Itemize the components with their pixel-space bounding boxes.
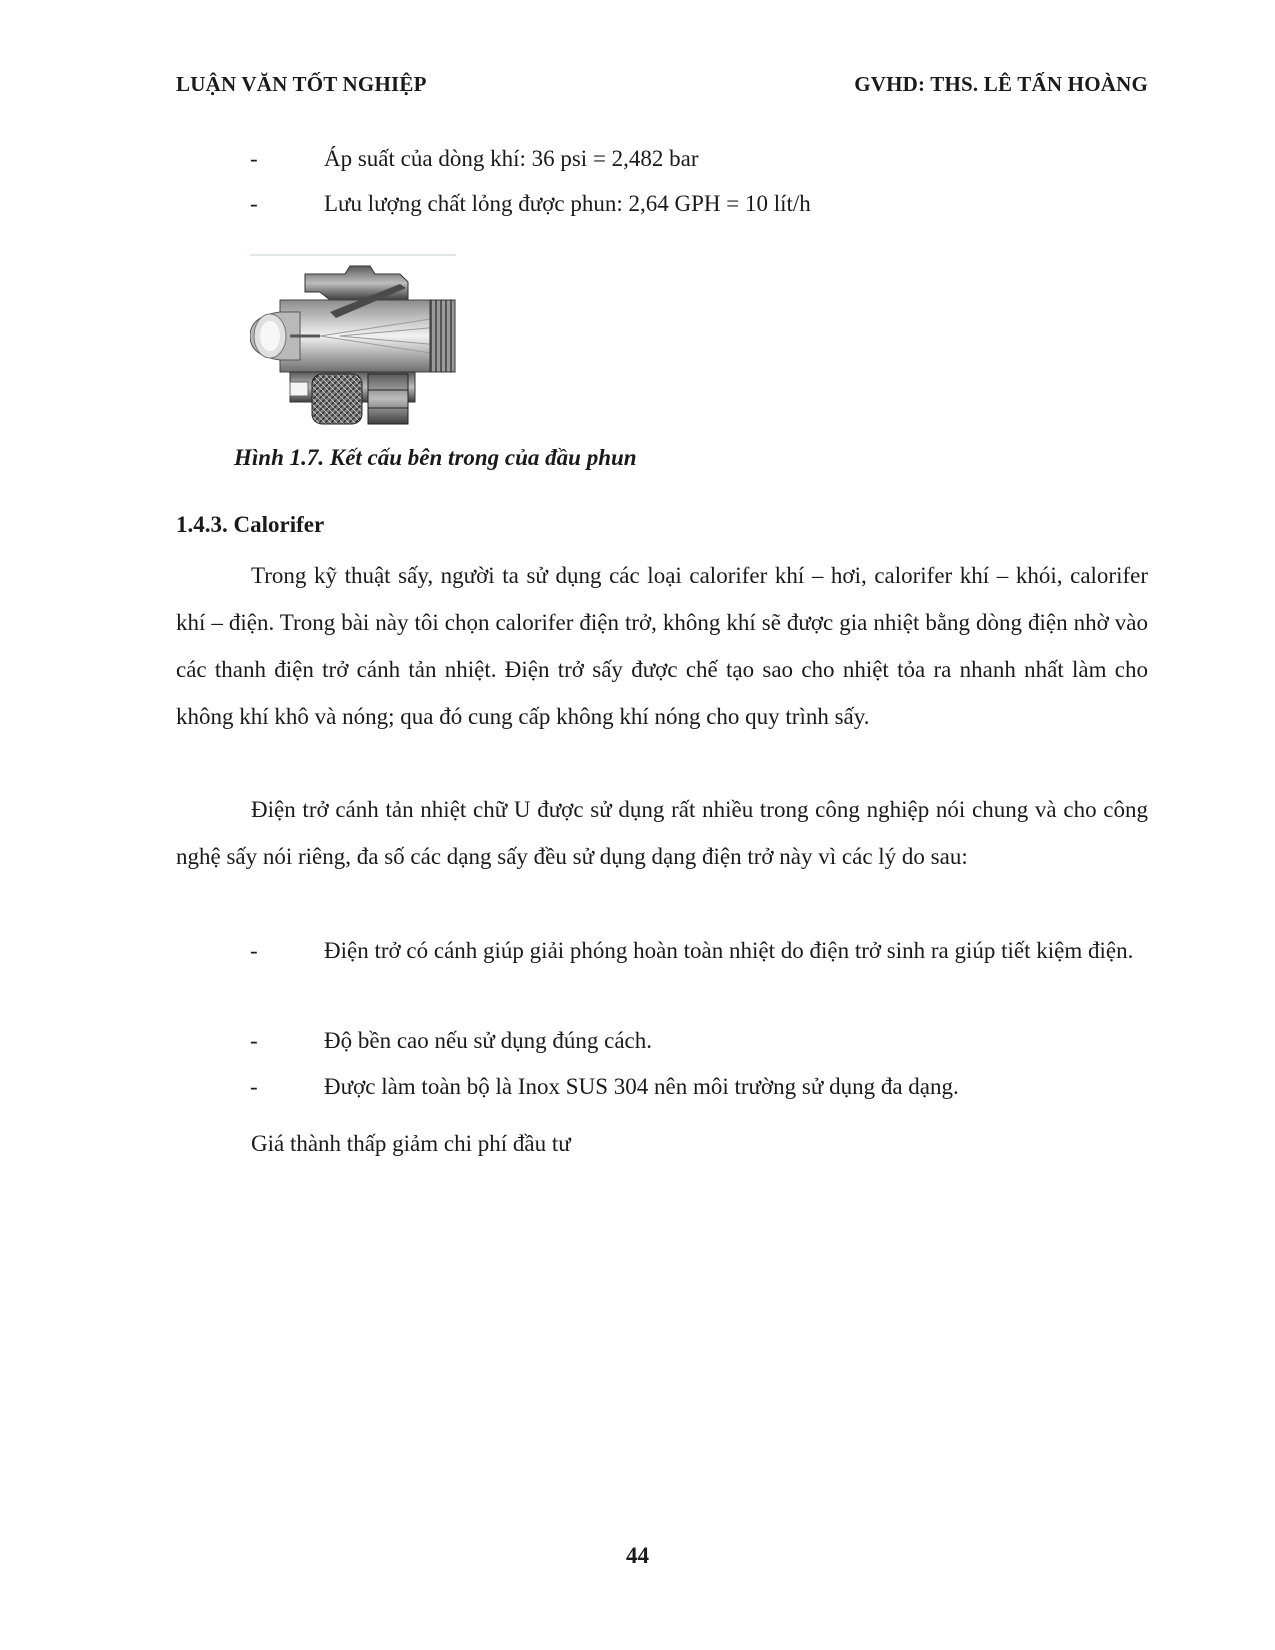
list-item	[176, 927, 1148, 974]
bullet-text: Lưu lượng chất lỏng được phun: 2,64 GPH = 10 lít/h	[324, 191, 811, 216]
bullet-dash: -	[250, 938, 258, 963]
page-header	[176, 72, 1148, 106]
bullet-dash: -	[250, 1028, 258, 1053]
bullet-text: Điện trở có cánh giúp giải phóng hoàn toàn nhiệt do điện trở sinh ra giúp tiết kiệm điện.	[324, 938, 1134, 963]
paragraph-u-resistor: Điện trở cánh tản nhiệt chữ U được sử dụng rất nhiều trong công nghiệp nói chung và cho công nghệ sấy nói riêng, đa số các dạng sấy đều sử dụng dạng điện trở này vì các lý do sau:	[176, 797, 1148, 869]
page-number: 44	[626, 1543, 649, 1568]
figure-caption: Hình 1.7. Kết cấu bên trong của đầu phun	[234, 445, 637, 470]
list-item	[176, 1063, 1148, 1110]
header-advisor: GVHD: THS. LÊ TẤN HOÀNG	[854, 72, 1148, 96]
bullet-text: Được làm toàn bộ là Inox SUS 304 nên môi trường sử dụng đa dạng.	[324, 1074, 959, 1099]
header-thesis-title: LUẬN VĂN TỐT NGHIỆP	[176, 72, 427, 96]
list-item	[176, 1017, 1148, 1064]
section-heading: 1.4.3. Calorifer	[176, 512, 325, 537]
bullet-dash: -	[250, 146, 258, 171]
bullet-dash: -	[250, 191, 258, 216]
bullet-text: Áp suất của dòng khí: 36 psi = 2,482 bar	[324, 146, 699, 171]
bullet-dash: -	[250, 1074, 258, 1099]
paragraph-calorifer-intro: Trong kỹ thuật sấy, người ta sử dụng các loại calorifer khí – hơi, calorifer khí – khói, calorifer khí – điện. Trong bài này tôi chọn calorifer điện trở, không khí sẽ được gia nhiệt bằng dòng điện nhờ vào các thanh điện trở cánh tản nhiệt. Điện trở sấy được chế tạo sao cho nhiệt tỏa ra nhanh nhất làm cho không khí khô và nóng; qua đó cung cấp không khí nóng cho quy trình sấy.	[176, 563, 1148, 729]
nozzle-cross-section-image	[250, 252, 476, 427]
nozzle-cross-section-figure	[250, 252, 476, 427]
bullet-text: Độ bền cao nếu sử dụng đúng cách.	[324, 1028, 652, 1053]
closing-line: Giá thành thấp giảm chi phí đầu tư	[251, 1131, 571, 1156]
